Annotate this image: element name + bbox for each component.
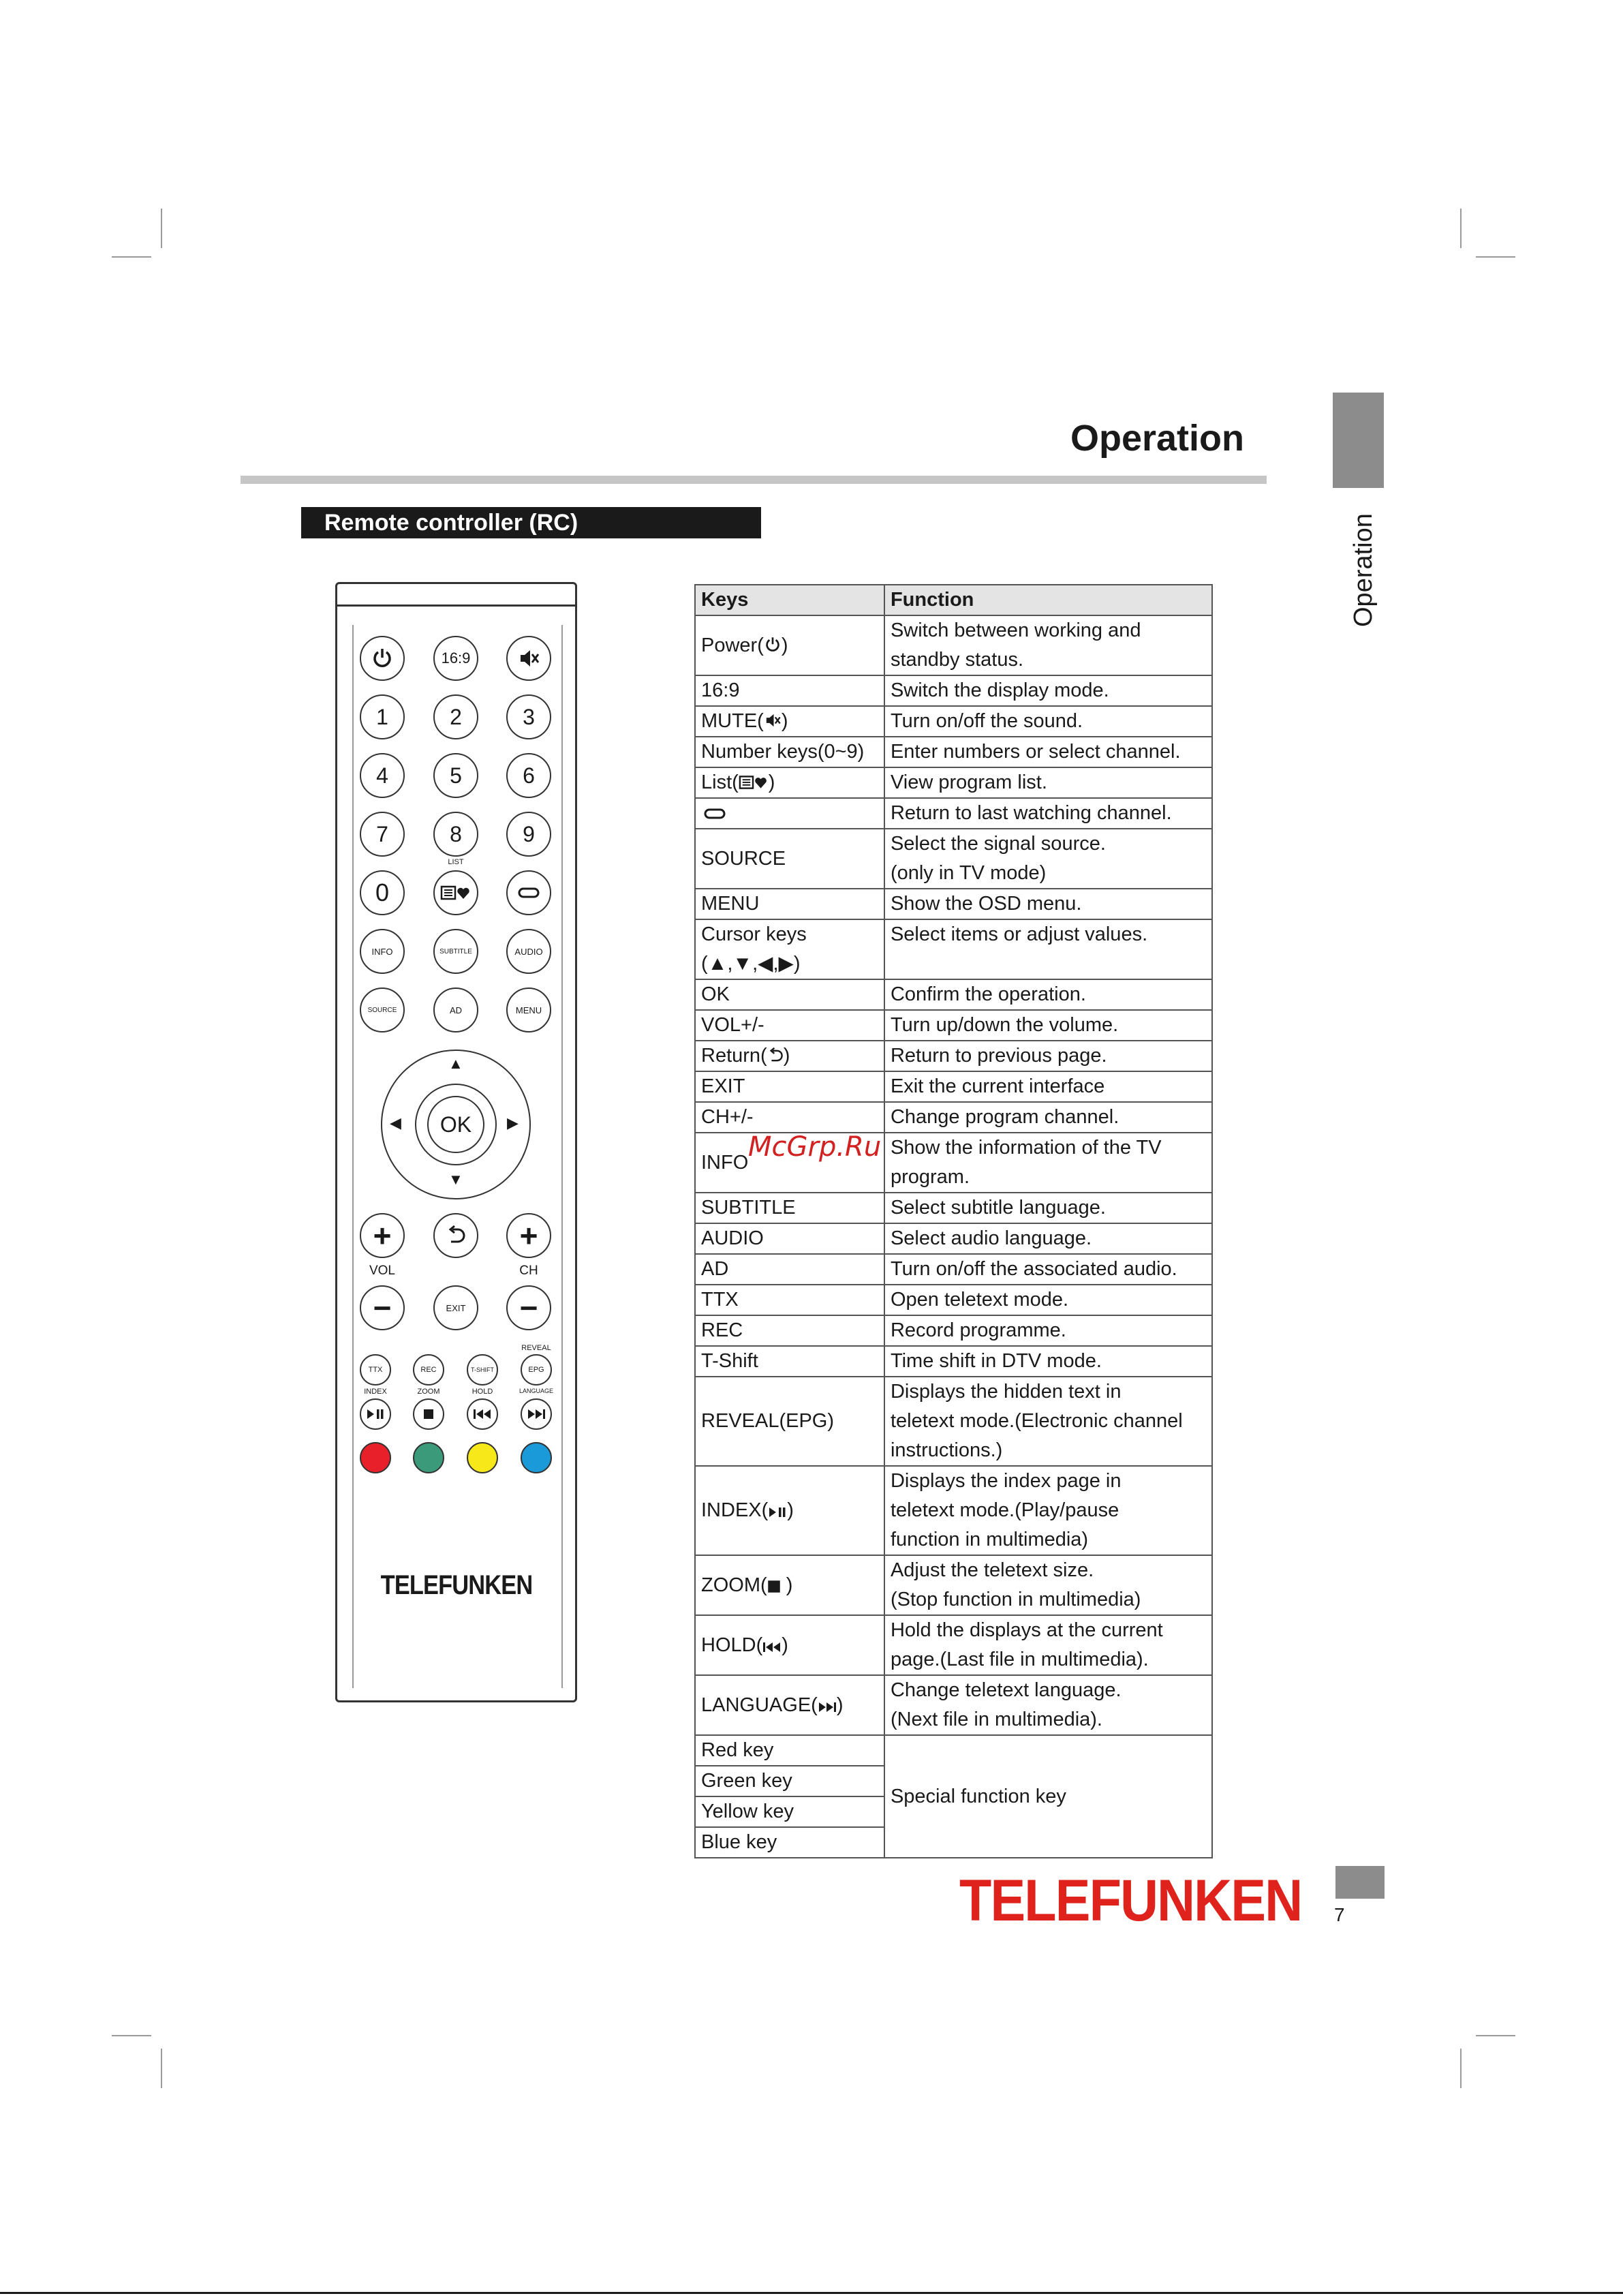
table-row — [695, 1071, 1212, 1102]
remote-number-2: 2 — [433, 694, 478, 739]
key-cell: 16:9 — [695, 675, 884, 706]
crop-mark — [1460, 2049, 1462, 2088]
key-cell: Red key — [695, 1735, 884, 1766]
list-heart-icon — [739, 774, 769, 791]
table-header-row — [695, 585, 1212, 615]
function-text: teletext mode.(Electronic channel — [890, 1410, 1183, 1432]
remote-aspect-button: 16:9 — [433, 636, 478, 681]
next-icon — [527, 1409, 546, 1420]
remote-ch-up-button: + — [506, 1213, 551, 1258]
remote-reveal-label: REVEAL — [521, 1344, 551, 1352]
function-cell: Time shift in DTV mode. — [884, 1346, 1212, 1377]
table-row — [695, 979, 1212, 1010]
recall-icon — [701, 806, 728, 821]
table-row — [695, 737, 1212, 767]
table-row — [695, 829, 1212, 889]
function-text: Show the information of the TV — [890, 1137, 1162, 1159]
key-cell — [695, 1555, 884, 1615]
key-cell: EXIT — [695, 1071, 884, 1102]
key-text: MUTE( — [701, 710, 764, 732]
table-row — [695, 1223, 1212, 1254]
function-cell: Change program channel. — [884, 1102, 1212, 1133]
key-text: Power( — [701, 634, 764, 656]
remote-number-8: 8 — [433, 812, 478, 857]
table-row — [695, 798, 1212, 829]
key-text: Return( — [701, 1045, 767, 1067]
table-row — [695, 1675, 1212, 1735]
function-cell: Return to last watching channel. — [884, 798, 1212, 829]
table-row — [695, 1555, 1212, 1615]
list-heart-icon — [440, 885, 472, 901]
previous-icon — [473, 1409, 492, 1420]
remote-vol-label: VOL — [369, 1264, 396, 1278]
key-cell — [695, 1466, 884, 1555]
function-text: Switch between working and — [890, 619, 1141, 641]
power-icon — [371, 647, 394, 670]
remote-next-button — [521, 1398, 552, 1430]
table-row — [695, 919, 1212, 979]
table-row — [695, 767, 1212, 798]
remote-prev-button — [467, 1398, 498, 1430]
down-arrow-icon: ▼ — [448, 1171, 463, 1188]
section-title: Remote controller (RC) — [301, 507, 761, 538]
key-cell: OK — [695, 979, 884, 1010]
table-row — [695, 1254, 1212, 1285]
crop-mark — [1476, 256, 1515, 258]
remote-exit-button: EXIT — [433, 1285, 478, 1330]
remote-tshift-button: T-SHIFT — [467, 1354, 498, 1386]
keys-column-header: Keys — [695, 585, 884, 615]
remote-top-band — [337, 604, 575, 607]
key-text: List( — [701, 771, 739, 793]
remote-hold-label: HOLD — [472, 1388, 493, 1396]
remote-list-label: LIST — [448, 858, 464, 866]
function-text: Displays the hidden text in — [890, 1381, 1122, 1403]
key-cell — [695, 767, 884, 798]
remote-red-key — [360, 1442, 391, 1473]
remote-vol-down-button: − — [360, 1285, 405, 1330]
remote-number-6: 6 — [506, 753, 551, 798]
function-cell: Select audio language. — [884, 1223, 1212, 1254]
page-number: 7 — [1334, 1904, 1345, 1925]
function-cell — [884, 1377, 1212, 1466]
footer-brand-logo: TELEFUNKEN — [959, 1868, 1302, 1933]
remote-recall-button — [506, 870, 551, 915]
remote-brand-logo: TELEFUNKEN — [380, 1570, 533, 1600]
function-text: teletext mode.(Play/pause — [890, 1499, 1119, 1521]
table-row — [695, 1010, 1212, 1041]
crop-mark — [112, 2035, 151, 2036]
remote-ttx-button: TTX — [360, 1354, 391, 1386]
table-row — [695, 1315, 1212, 1346]
function-cell: Return to previous page. — [884, 1041, 1212, 1071]
key-cell: VOL+/- — [695, 1010, 884, 1041]
table-row — [695, 706, 1212, 737]
function-cell — [884, 1675, 1212, 1735]
key-cell — [695, 798, 884, 829]
key-cell: SOURCE — [695, 829, 884, 889]
remote-mute-button — [506, 636, 551, 681]
page-number-marker — [1335, 1866, 1385, 1899]
function-cell: Select items or adjust values. — [884, 919, 1212, 979]
left-arrow-icon: ◀ — [390, 1114, 401, 1131]
key-cell: Number keys(0~9) — [695, 737, 884, 767]
key-cell: INFO — [695, 1133, 884, 1193]
key-cell: Green key — [695, 1766, 884, 1796]
key-text: HOLD( — [701, 1634, 763, 1656]
key-text-end: ) — [780, 1574, 793, 1596]
table-row — [695, 1041, 1212, 1071]
remote-number-3: 3 — [506, 694, 551, 739]
stop-icon — [423, 1409, 434, 1420]
remote-subtitle-button: SUBTITLE — [433, 929, 478, 974]
key-cell: TTX — [695, 1285, 884, 1315]
table-row — [695, 675, 1212, 706]
remote-zoom-label: ZOOM — [417, 1388, 440, 1396]
previous-icon — [762, 1641, 782, 1653]
key-cell: AD — [695, 1254, 884, 1285]
remote-index-label: INDEX — [364, 1388, 387, 1396]
remote-vol-up-button: + — [360, 1213, 405, 1258]
key-cell: Blue key — [695, 1827, 884, 1858]
function-cell: Switch the display mode. — [884, 675, 1212, 706]
keys-function-table — [694, 584, 1213, 1858]
function-text: Hold the displays at the current — [890, 1619, 1163, 1641]
remote-number-0: 0 — [360, 870, 405, 915]
crop-mark — [112, 256, 151, 258]
function-text: function in multimedia) — [890, 1529, 1089, 1550]
crop-mark — [161, 2049, 162, 2088]
key-text: INDEX( — [701, 1499, 769, 1521]
page-title: Operation — [1070, 418, 1244, 459]
crop-mark — [1460, 209, 1462, 248]
key-text-end: ) — [768, 771, 775, 793]
remote-rec-button: REC — [413, 1354, 444, 1386]
function-cell: Record programme. — [884, 1315, 1212, 1346]
key-cell — [695, 1675, 884, 1735]
function-cell: Exit the current interface — [884, 1071, 1212, 1102]
key-text-end: ) — [787, 1499, 794, 1521]
remote-ch-label: CH — [519, 1264, 538, 1278]
crop-mark — [1476, 2035, 1515, 2036]
power-icon — [764, 636, 782, 654]
function-text: (Next file in multimedia). — [890, 1709, 1102, 1730]
remote-language-label: LANGUAGE — [519, 1388, 553, 1394]
function-cell: View program list. — [884, 767, 1212, 798]
function-text: instructions.) — [890, 1439, 1003, 1461]
function-cell: Turn on/off the associated audio. — [884, 1254, 1212, 1285]
remote-yellow-key — [467, 1442, 498, 1473]
function-cell — [884, 1555, 1212, 1615]
function-cell: Show the OSD menu. — [884, 889, 1212, 919]
remote-number-5: 5 — [433, 753, 478, 798]
remote-number-1: 1 — [360, 694, 405, 739]
key-text-end: ) — [781, 710, 788, 732]
recall-icon — [516, 885, 541, 900]
title-divider — [241, 476, 1267, 484]
table-row — [695, 1466, 1212, 1555]
return-icon — [767, 1047, 784, 1064]
remote-play-pause-button — [360, 1398, 391, 1430]
remote-number-7: 7 — [360, 812, 405, 857]
function-text: Change teletext language. — [890, 1679, 1122, 1701]
function-cell: Special function key — [884, 1735, 1212, 1858]
up-arrow-icon: ▲ — [448, 1055, 463, 1072]
function-text: standby status. — [890, 649, 1024, 671]
key-cell — [695, 919, 884, 979]
key-text: Cursor keys — [701, 923, 807, 945]
table-row — [695, 1615, 1212, 1675]
function-text: Adjust the teletext size. — [890, 1559, 1094, 1581]
remote-audio-button: AUDIO — [506, 929, 551, 974]
key-cell: T-Shift — [695, 1346, 884, 1377]
next-icon — [818, 1701, 837, 1713]
function-cell — [884, 1133, 1212, 1193]
key-cell: REC — [695, 1315, 884, 1346]
crop-mark — [161, 209, 162, 248]
table-row — [695, 1346, 1212, 1377]
remote-return-button — [433, 1213, 478, 1258]
remote-ok-button: OK — [427, 1096, 484, 1153]
stop-icon — [767, 1580, 781, 1593]
function-cell: Select subtitle language. — [884, 1193, 1212, 1223]
function-cell — [884, 1615, 1212, 1675]
function-text: Select the signal source. — [890, 833, 1106, 855]
remote-number-4: 4 — [360, 753, 405, 798]
function-cell: Turn up/down the volume. — [884, 1010, 1212, 1041]
function-cell — [884, 829, 1212, 889]
mute-icon — [764, 711, 782, 729]
remote-source-button: SOURCE — [360, 988, 405, 1032]
table-row — [695, 1377, 1212, 1466]
function-column-header: Function — [884, 585, 1212, 615]
side-tab-label: Operation — [1349, 513, 1378, 627]
key-text-end: ) — [836, 1694, 844, 1716]
return-icon — [446, 1225, 466, 1246]
key-text: LANGUAGE( — [701, 1694, 818, 1716]
remote-green-key — [413, 1442, 444, 1473]
table-row — [695, 889, 1212, 919]
mute-icon — [517, 647, 540, 670]
key-cell: CH+/- — [695, 1102, 884, 1133]
key-cell — [695, 1041, 884, 1071]
remote-blue-key — [521, 1442, 552, 1473]
key-text: (▲,▼,◀,▶) — [701, 953, 801, 975]
key-cell — [695, 706, 884, 737]
remote-ch-down-button: − — [506, 1285, 551, 1330]
function-cell — [884, 1466, 1212, 1555]
table-row — [695, 1285, 1212, 1315]
key-text-end: ) — [782, 1634, 788, 1656]
remote-ad-button: AD — [433, 988, 478, 1032]
table-row — [695, 1193, 1212, 1223]
key-cell: MENU — [695, 889, 884, 919]
remote-info-button: INFO — [360, 929, 405, 974]
function-cell — [884, 615, 1212, 675]
key-cell: SUBTITLE — [695, 1193, 884, 1223]
key-text-end: ) — [783, 1045, 790, 1067]
remote-list-button — [433, 870, 478, 915]
function-cell: Confirm the operation. — [884, 979, 1212, 1010]
function-text: (Stop function in multimedia) — [890, 1589, 1141, 1610]
key-text: ZOOM( — [701, 1574, 767, 1596]
remote-power-button — [360, 636, 405, 681]
function-text: program. — [890, 1166, 970, 1188]
remote-number-9: 9 — [506, 812, 551, 857]
key-cell — [695, 615, 884, 675]
watermark: McGrp.Ru — [748, 1131, 882, 1163]
play-pause-icon — [768, 1506, 787, 1518]
function-text: Displays the index page in — [890, 1470, 1122, 1492]
function-text: page.(Last file in multimedia). — [890, 1649, 1149, 1670]
remote-stop-button — [413, 1398, 444, 1430]
function-text: (only in TV mode) — [890, 862, 1047, 884]
remote-menu-button: MENU — [506, 988, 551, 1032]
function-cell: Open teletext mode. — [884, 1285, 1212, 1315]
bottom-border — [0, 2292, 1623, 2294]
key-cell — [695, 1615, 884, 1675]
function-cell: Enter numbers or select channel. — [884, 737, 1212, 767]
side-tab-marker — [1333, 393, 1384, 488]
table-row — [695, 1735, 1212, 1766]
table-row — [695, 1102, 1212, 1133]
key-cell: AUDIO — [695, 1223, 884, 1254]
key-text-end: ) — [781, 634, 788, 656]
remote-epg-button: EPG — [521, 1354, 552, 1386]
right-arrow-icon: ▶ — [507, 1114, 519, 1131]
play-pause-icon — [366, 1409, 385, 1420]
key-cell: Yellow key — [695, 1796, 884, 1827]
table-row — [695, 615, 1212, 675]
function-cell: Turn on/off the sound. — [884, 706, 1212, 737]
key-cell: REVEAL(EPG) — [695, 1377, 884, 1466]
